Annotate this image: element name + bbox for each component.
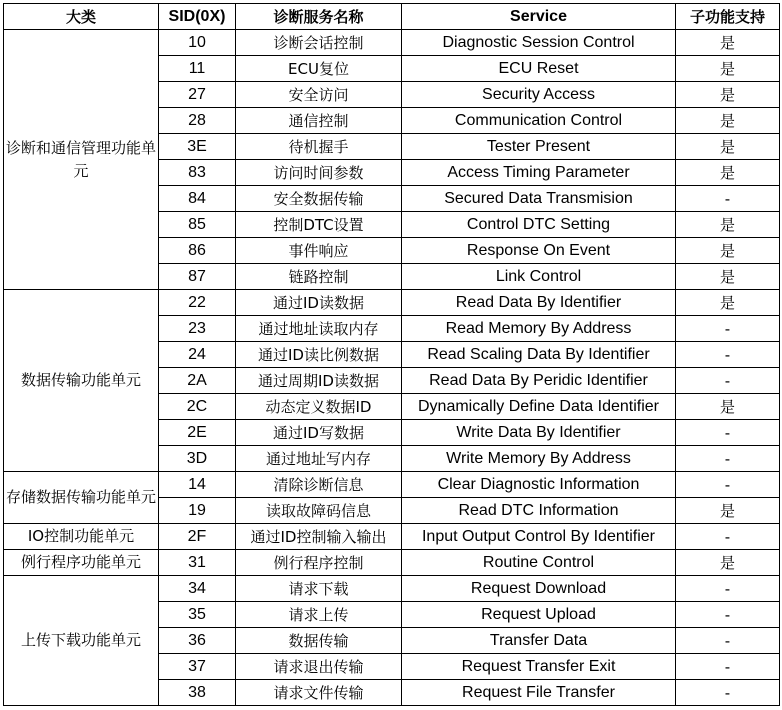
subfunction-cell: - [676,186,780,212]
sid-cell: 3D [159,446,236,472]
name-cn-cell: 请求退出传输 [236,654,402,680]
service-cell: Secured Data Transmision [402,186,676,212]
sid-cell: 19 [159,498,236,524]
name-cn-cell: 动态定义数据ID [236,394,402,420]
category-cell: 诊断和通信管理功能单元 [4,30,159,290]
service-cell: Input Output Control By Identifier [402,524,676,550]
subfunction-cell: 是 [676,56,780,82]
header-subfunction: 子功能支持 [676,4,780,30]
name-cn-cell: 清除诊断信息 [236,472,402,498]
table-row [4,290,780,316]
sid-cell: 2F [159,524,236,550]
sid-cell: 28 [159,108,236,134]
service-cell: Routine Control [402,550,676,576]
subfunction-cell: - [676,472,780,498]
subfunction-cell: 是 [676,212,780,238]
subfunction-cell: 是 [676,160,780,186]
category-cell: 数据传输功能单元 [4,290,159,472]
name-cn-cell: 通过ID写数据 [236,420,402,446]
service-cell: Request File Transfer [402,680,676,706]
service-cell: Read DTC Information [402,498,676,524]
sid-cell: 34 [159,576,236,602]
service-cell: Read Data By Peridic Identifier [402,368,676,394]
header-service: Service [402,4,676,30]
subfunction-cell: 是 [676,290,780,316]
subfunction-cell: - [676,368,780,394]
service-cell: Read Memory By Address [402,316,676,342]
name-cn-cell: 通过地址写内存 [236,446,402,472]
sid-cell: 11 [159,56,236,82]
name-cn-cell: ECU复位 [236,56,402,82]
name-cn-cell: 控制DTC设置 [236,212,402,238]
service-cell: Request Upload [402,602,676,628]
table-row [4,524,780,550]
service-cell: ECU Reset [402,56,676,82]
name-cn-cell: 读取故障码信息 [236,498,402,524]
name-cn-cell: 通过地址读取内存 [236,316,402,342]
sid-cell: 38 [159,680,236,706]
sid-cell: 36 [159,628,236,654]
sid-cell: 31 [159,550,236,576]
name-cn-cell: 诊断会话控制 [236,30,402,56]
service-cell: Diagnostic Session Control [402,30,676,56]
sid-cell: 27 [159,82,236,108]
sid-cell: 2A [159,368,236,394]
subfunction-cell: 是 [676,134,780,160]
sid-cell: 14 [159,472,236,498]
name-cn-cell: 链路控制 [236,264,402,290]
subfunction-cell: - [676,342,780,368]
subfunction-cell: - [676,654,780,680]
subfunction-cell: 是 [676,550,780,576]
subfunction-cell: - [676,602,780,628]
sid-cell: 83 [159,160,236,186]
category-cell: 例行程序功能单元 [4,550,159,576]
service-cell: Communication Control [402,108,676,134]
sid-cell: 22 [159,290,236,316]
subfunction-cell: 是 [676,264,780,290]
name-cn-cell: 安全访问 [236,82,402,108]
name-cn-cell: 事件响应 [236,238,402,264]
name-cn-cell: 请求下载 [236,576,402,602]
sid-cell: 2E [159,420,236,446]
subfunction-cell: 是 [676,394,780,420]
subfunction-cell: 是 [676,498,780,524]
service-cell: Response On Event [402,238,676,264]
name-cn-cell: 访问时间参数 [236,160,402,186]
subfunction-cell: - [676,524,780,550]
service-cell: Read Scaling Data By Identifier [402,342,676,368]
subfunction-cell: - [676,420,780,446]
name-cn-cell: 通过ID读比例数据 [236,342,402,368]
subfunction-cell: 是 [676,238,780,264]
sid-cell: 10 [159,30,236,56]
name-cn-cell: 例行程序控制 [236,550,402,576]
category-cell: 上传下载功能单元 [4,576,159,706]
header-name-cn: 诊断服务名称 [236,4,402,30]
service-cell: Request Transfer Exit [402,654,676,680]
sid-cell: 86 [159,238,236,264]
sid-cell: 24 [159,342,236,368]
name-cn-cell: 请求文件传输 [236,680,402,706]
service-cell: Transfer Data [402,628,676,654]
table-row [4,472,780,498]
header-category: 大类 [4,4,159,30]
subfunction-cell: 是 [676,82,780,108]
header-row [4,4,780,30]
name-cn-cell: 待机握手 [236,134,402,160]
service-cell: Request Download [402,576,676,602]
table-row [4,576,780,602]
service-cell: Dynamically Define Data Identifier [402,394,676,420]
subfunction-cell: 是 [676,30,780,56]
service-cell: Access Timing Parameter [402,160,676,186]
category-cell: 存储数据传输功能单元 [4,472,159,524]
sid-cell: 2C [159,394,236,420]
sid-cell: 87 [159,264,236,290]
name-cn-cell: 通信控制 [236,108,402,134]
name-cn-cell: 请求上传 [236,602,402,628]
sid-cell: 23 [159,316,236,342]
service-cell: Write Memory By Address [402,446,676,472]
service-cell: Link Control [402,264,676,290]
subfunction-cell: - [676,680,780,706]
sid-cell: 85 [159,212,236,238]
sid-cell: 37 [159,654,236,680]
header-sid: SID(0X) [159,4,236,30]
name-cn-cell: 安全数据传输 [236,186,402,212]
table-row [4,550,780,576]
uds-service-table [3,3,780,706]
name-cn-cell: 通过ID控制输入输出 [236,524,402,550]
category-cell: IO控制功能单元 [4,524,159,550]
subfunction-cell: 是 [676,108,780,134]
name-cn-cell: 通过周期ID读数据 [236,368,402,394]
sid-cell: 3E [159,134,236,160]
service-cell: Read Data By Identifier [402,290,676,316]
service-cell: Tester Present [402,134,676,160]
service-cell: Security Access [402,82,676,108]
subfunction-cell: - [676,576,780,602]
name-cn-cell: 数据传输 [236,628,402,654]
subfunction-cell: - [676,446,780,472]
service-cell: Control DTC Setting [402,212,676,238]
name-cn-cell: 通过ID读数据 [236,290,402,316]
table-body [4,30,780,706]
service-cell: Write Data By Identifier [402,420,676,446]
subfunction-cell: - [676,628,780,654]
sid-cell: 35 [159,602,236,628]
table-row [4,30,780,56]
sid-cell: 84 [159,186,236,212]
service-cell: Clear Diagnostic Information [402,472,676,498]
subfunction-cell: - [676,316,780,342]
